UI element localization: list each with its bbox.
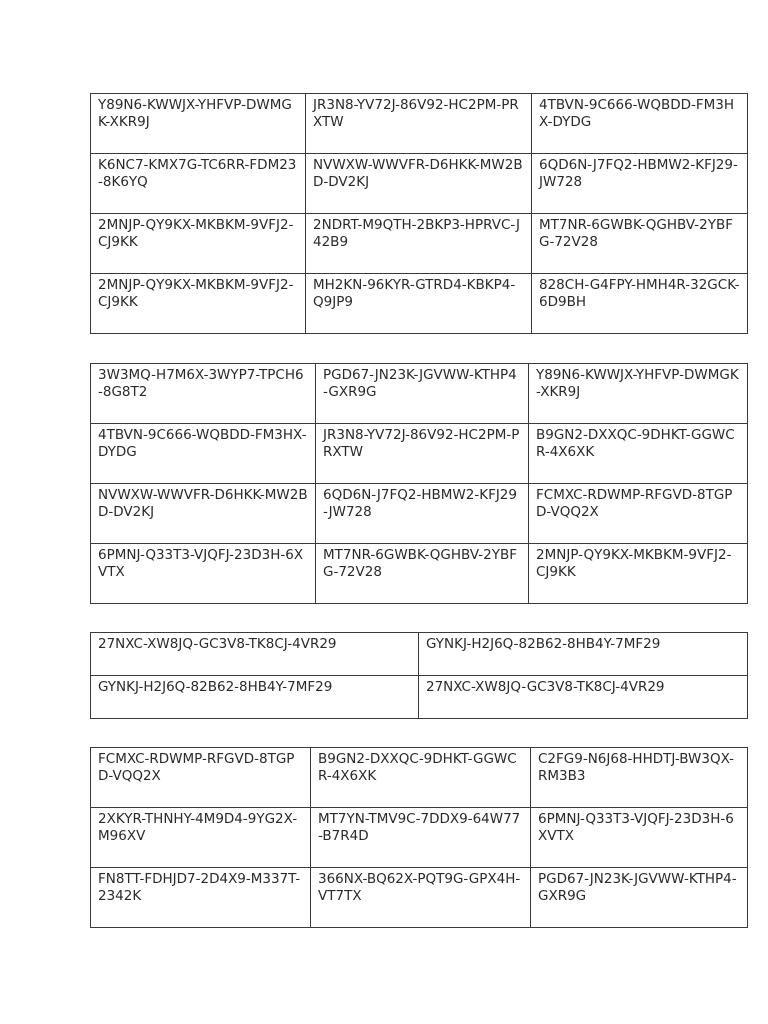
key-cell: 27NXC-XW8JQ-GC3V8-TK8CJ-4VR29 bbox=[91, 633, 419, 676]
key-cell: 6QD6N-J7FQ2-HBMW2-KFJ29-JW728 bbox=[316, 484, 529, 544]
key-cell: C2FG9-N6J68-HHDTJ-BW3QX-RM3B3 bbox=[531, 748, 748, 808]
key-cell: GYNKJ-H2J6Q-82B62-8HB4Y-7MF29 bbox=[419, 633, 748, 676]
key-table-2 bbox=[90, 363, 748, 604]
table-row bbox=[91, 214, 748, 274]
key-cell: 27NXC-XW8JQ-GC3V8-TK8CJ-4VR29 bbox=[419, 676, 748, 719]
table-row bbox=[91, 484, 748, 544]
key-cell: Y89N6-KWWJX-YHFVP-DWMGK-XKR9J bbox=[529, 364, 748, 424]
table-row bbox=[91, 748, 748, 808]
key-cell: K6NC7-KMX7G-TC6RR-FDM23-8K6YQ bbox=[91, 154, 306, 214]
key-cell: PGD67-JN23K-JGVWW-KTHP4-GXR9G bbox=[316, 364, 529, 424]
key-cell: 6PMNJ-Q33T3-VJQFJ-23D3H-6XVTX bbox=[91, 544, 316, 604]
key-cell: JR3N8-YV72J-86V92-HC2PM-PRXTW bbox=[316, 424, 529, 484]
key-cell: MH2KN-96KYR-GTRD4-KBKP4-Q9JP9 bbox=[306, 274, 532, 334]
table-row bbox=[91, 94, 748, 154]
key-cell: B9GN2-DXXQC-9DHKT-GGWCR-4X6XK bbox=[311, 748, 531, 808]
key-cell: 4TBVN-9C666-WQBDD-FM3HX-DYDG bbox=[532, 94, 748, 154]
key-cell: 2XKYR-THNHY-4M9D4-9YG2X-M96XV bbox=[91, 808, 311, 868]
key-cell: 6QD6N-J7FQ2-HBMW2-KFJ29-JW728 bbox=[532, 154, 748, 214]
key-cell: 2MNJP-QY9KX-MKBKM-9VFJ2-CJ9KK bbox=[529, 544, 748, 604]
table-row bbox=[91, 676, 748, 719]
key-cell: 828CH-G4FPY-HMH4R-32GCK-6D9BH bbox=[532, 274, 748, 334]
table-row bbox=[91, 808, 748, 868]
table-row bbox=[91, 364, 748, 424]
table-row bbox=[91, 274, 748, 334]
key-table-4 bbox=[90, 747, 748, 928]
key-cell: NVWXW-WWVFR-D6HKK-MW2BD-DV2KJ bbox=[91, 484, 316, 544]
key-cell: PGD67-JN23K-JGVWW-KTHP4-GXR9G bbox=[531, 868, 748, 928]
key-cell: JR3N8-YV72J-86V92-HC2PM-PRXTW bbox=[306, 94, 532, 154]
table-row bbox=[91, 633, 748, 676]
table-row bbox=[91, 424, 748, 484]
table-row bbox=[91, 154, 748, 214]
key-cell: MT7NR-6GWBK-QGHBV-2YBFG-72V28 bbox=[316, 544, 529, 604]
key-cell: FCMXC-RDWMP-RFGVD-8TGPD-VQQ2X bbox=[91, 748, 311, 808]
key-cell: MT7NR-6GWBK-QGHBV-2YBFG-72V28 bbox=[532, 214, 748, 274]
key-cell: B9GN2-DXXQC-9DHKT-GGWCR-4X6XK bbox=[529, 424, 748, 484]
table-row bbox=[91, 544, 748, 604]
key-cell: 2NDRT-M9QTH-2BKP3-HPRVC-J42B9 bbox=[306, 214, 532, 274]
key-cell: 3W3MQ-H7M6X-3WYP7-TPCH6-8G8T2 bbox=[91, 364, 316, 424]
key-cell: GYNKJ-H2J6Q-82B62-8HB4Y-7MF29 bbox=[91, 676, 419, 719]
key-cell: Y89N6-KWWJX-YHFVP-DWMGK-XKR9J bbox=[91, 94, 306, 154]
key-table-3 bbox=[90, 632, 748, 719]
key-cell: NVWXW-WWVFR-D6HKK-MW2BD-DV2KJ bbox=[306, 154, 532, 214]
key-cell: 366NX-BQ62X-PQT9G-GPX4H-VT7TX bbox=[311, 868, 531, 928]
key-cell: 4TBVN-9C666-WQBDD-FM3HX-DYDG bbox=[91, 424, 316, 484]
key-cell: MT7YN-TMV9C-7DDX9-64W77-B7R4D bbox=[311, 808, 531, 868]
key-cell: 6PMNJ-Q33T3-VJQFJ-23D3H-6XVTX bbox=[531, 808, 748, 868]
key-cell: FCMXC-RDWMP-RFGVD-8TGPD-VQQ2X bbox=[529, 484, 748, 544]
key-table-1 bbox=[90, 93, 748, 334]
table-row bbox=[91, 868, 748, 928]
key-cell: 2MNJP-QY9KX-MKBKM-9VFJ2-CJ9KK bbox=[91, 214, 306, 274]
key-cell: 2MNJP-QY9KX-MKBKM-9VFJ2-CJ9KK bbox=[91, 274, 306, 334]
key-cell: FN8TT-FDHJD7-2D4X9-M337T-2342K bbox=[91, 868, 311, 928]
